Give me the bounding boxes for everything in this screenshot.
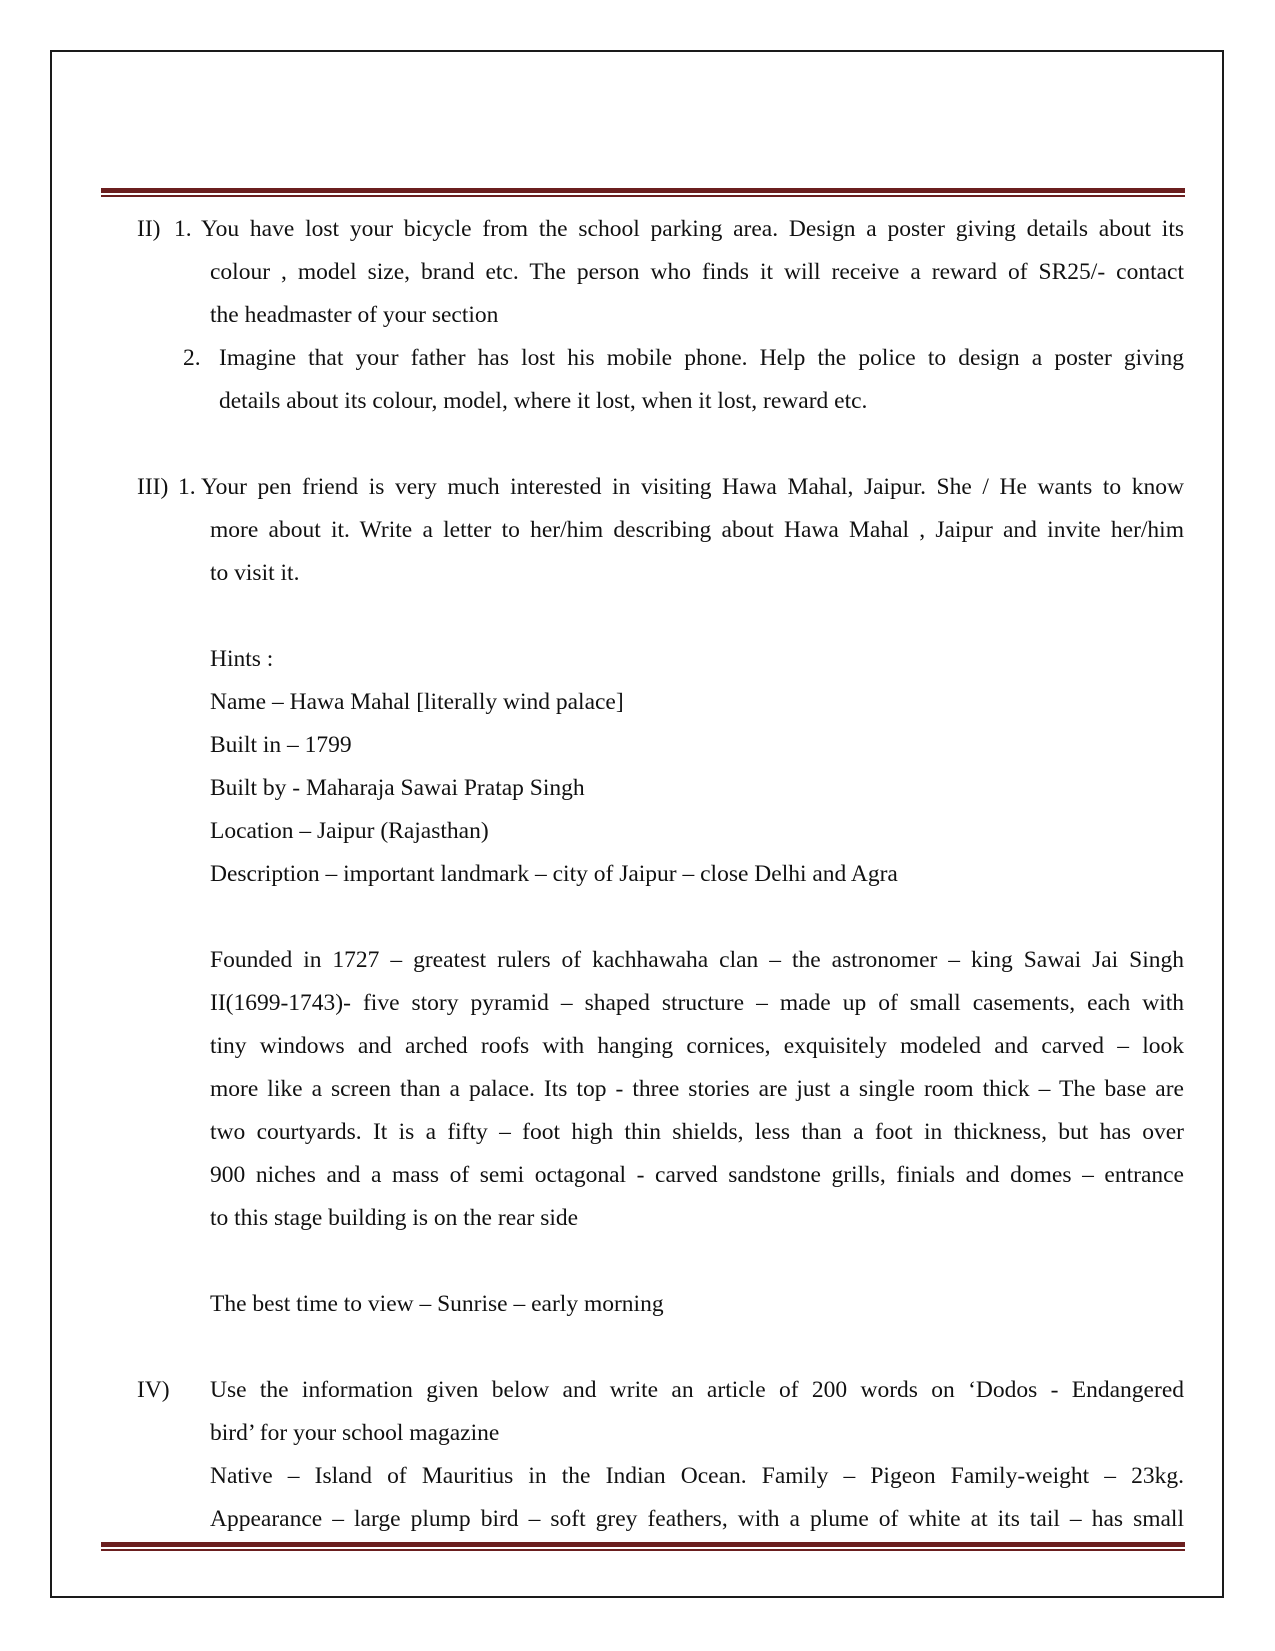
hint-item: Built by - Maharaja Sawai Pratap Singh [210,775,585,801]
info-line: Native – Island of Mauritius in the Indian Ocean. Family – Pigeon Family-weight – 23kg. [210,1463,1184,1489]
paragraph-line: 900 niches and a mass of semi octagonal - carved sandstone grills, finials and domes – entrance [210,1162,1184,1188]
hint-item: Location – Jaipur (Rajasthan) [210,818,489,844]
question-number: 1. [174,216,192,242]
hints-title: Hints : [210,646,274,672]
section-label-iii: III) [137,474,169,500]
question-line: colour , model size, brand etc. The person who finds it will receive a reward of SR25/- contact [210,259,1184,285]
question-line: details about its colour, model, where it lost, when it lost, reward etc. [219,388,868,414]
hint-item: Name – Hawa Mahal [literally wind palace] [210,689,624,715]
section-label-iv: IV) [137,1377,170,1403]
question-line: Your pen friend is very much interested in visiting Hawa Mahal, Jaipur. She / He wants to know [201,474,1184,500]
paragraph-line: two courtyards. It is a fifty – foot high thin shields, less than a foot in thickness, but has over [210,1119,1184,1145]
question-line: more about it. Write a letter to her/him describing about Hawa Mahal , Jaipur and invite her/him [210,517,1184,543]
best-time-line: The best time to view – Sunrise – early morning [210,1291,664,1317]
question-line: Use the information given below and write an article of 200 words on ‘Dodos - Endangered [210,1377,1184,1403]
paragraph-line: II(1699-1743)- five story pyramid – shaped structure – made up of small casements, each with [210,990,1184,1016]
question-line: the headmaster of your section [210,302,499,328]
question-line: bird’ for your school magazine [210,1420,500,1446]
hint-item: Built in – 1799 [210,732,352,758]
header-rule [101,188,1185,197]
question-line: You have lost your bicycle from the school parking area. Design a poster giving details about its [201,216,1184,242]
question-line: to visit it. [210,560,300,586]
paragraph-line: tiny windows and arched roofs with hanging cornices, exquisitely modeled and carved – look [210,1033,1184,1059]
question-number: 1. [178,474,196,500]
paragraph-line: to this stage building is on the rear side [210,1205,579,1231]
hint-item: Description – important landmark – city of Jaipur – close Delhi and Agra [210,861,898,887]
info-line: Appearance – large plump bird – soft grey feathers, with a plume of white at its tail – has small [210,1506,1184,1532]
footer-rule [101,1542,1185,1551]
section-label-ii: II) [137,216,161,242]
paragraph-line: Founded in 1727 – greatest rulers of kachhawaha clan – the astronomer – king Sawai Jai Singh [210,947,1184,973]
question-number: 2. [183,345,201,371]
paragraph-line: more like a screen than a palace. Its top - three stories are just a single room thick – The base are [210,1076,1184,1102]
question-line: Imagine that your father has lost his mobile phone. Help the police to design a poster giving [219,345,1184,371]
